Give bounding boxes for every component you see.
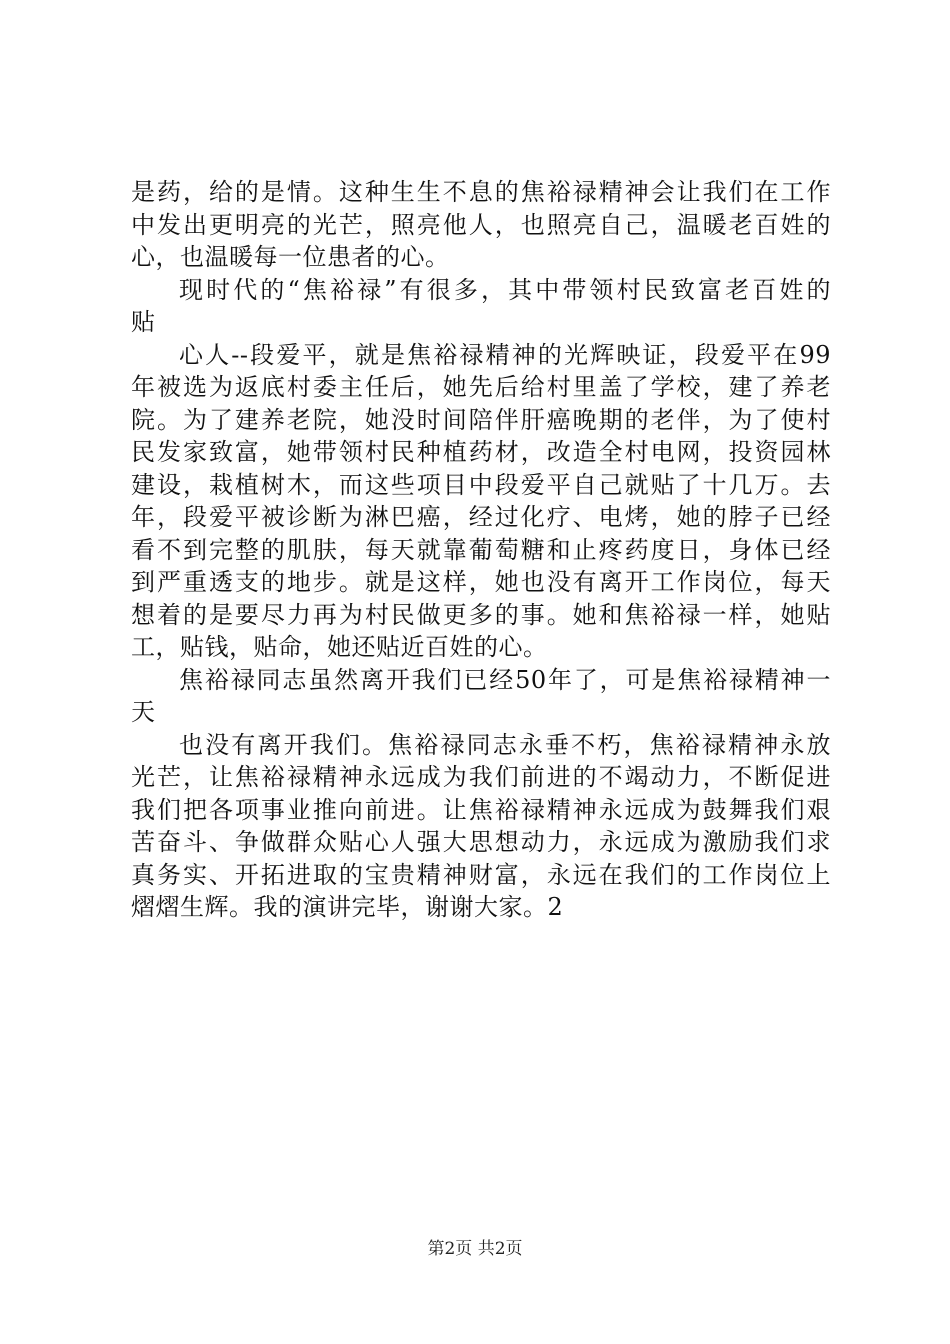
text-line: 贴: [131, 308, 156, 336]
text-line: 心人--段爱平，就是焦裕禄精神的光辉映证，段爱平在99: [179, 340, 831, 369]
text-line: 也没有离开我们。焦裕禄同志永垂不朽，焦裕禄精神永放: [179, 730, 831, 759]
text-line: 我们把各项事业推向前进。让焦裕禄精神永远成为鼓舞我们艰: [131, 795, 831, 824]
text-line: 年，段爱平被诊断为淋巴癌，经过化疗、电烤，她的脖子已经: [131, 503, 831, 531]
text-line: 心，也温暖每一位患者的心。: [131, 243, 450, 271]
document-body: [131, 176, 831, 924]
text-line: 院。为了建养老院，她没时间陪伴肝癌晚期的老伴，为了使村: [131, 405, 831, 434]
text-line: 到严重透支的地步。就是这样，她也没有离开工作岗位，每天: [131, 568, 831, 596]
text-line: 中发出更明亮的光芒，照亮他人，也照亮自己，温暖老百姓的: [131, 210, 831, 239]
text-line: 建设，栽植树木，而这些项目中段爱平自己就贴了十几万。去: [131, 470, 831, 499]
text-line: 现时代的“焦裕禄”有很多，其中带领村民致富老百姓的: [179, 275, 831, 304]
text-line: 天: [131, 698, 156, 726]
text-line: 是药，给的是情。这种生生不息的焦裕禄精神会让我们在工作: [131, 178, 831, 206]
text-line: 工，贴钱，贴命，她还贴近百姓的心。: [131, 633, 548, 661]
page-footer: 第2页 共2页: [427, 1239, 523, 1259]
text-line: 想着的是要尽力再为村民做更多的事。她和焦裕禄一样，她贴: [131, 600, 831, 629]
text-line: 年被选为返底村委主任后，她先后给村里盖了学校，建了养老: [131, 373, 831, 401]
text-line: 焦裕禄同志虽然离开我们已经50年了，可是焦裕禄精神一: [179, 665, 831, 694]
text-line: 看不到完整的肌肤，每天就靠葡萄糖和止疼药度日，身体已经: [131, 535, 831, 564]
text-line: 民发家致富，她带领村民种植药材，改造全村电网，投资园林: [131, 438, 831, 466]
text-line: 苦奋斗、争做群众贴心人强大思想动力，永远成为激励我们求: [131, 828, 831, 856]
text-line: 光芒，让焦裕禄精神永远成为我们前进的不竭动力，不断促进: [131, 763, 831, 791]
text-line: 真务实、开拓进取的宝贵精神财富，永远在我们的工作岗位上: [131, 860, 831, 889]
text-line: 熠熠生辉。我的演讲完毕，谢谢大家。2: [131, 893, 564, 921]
